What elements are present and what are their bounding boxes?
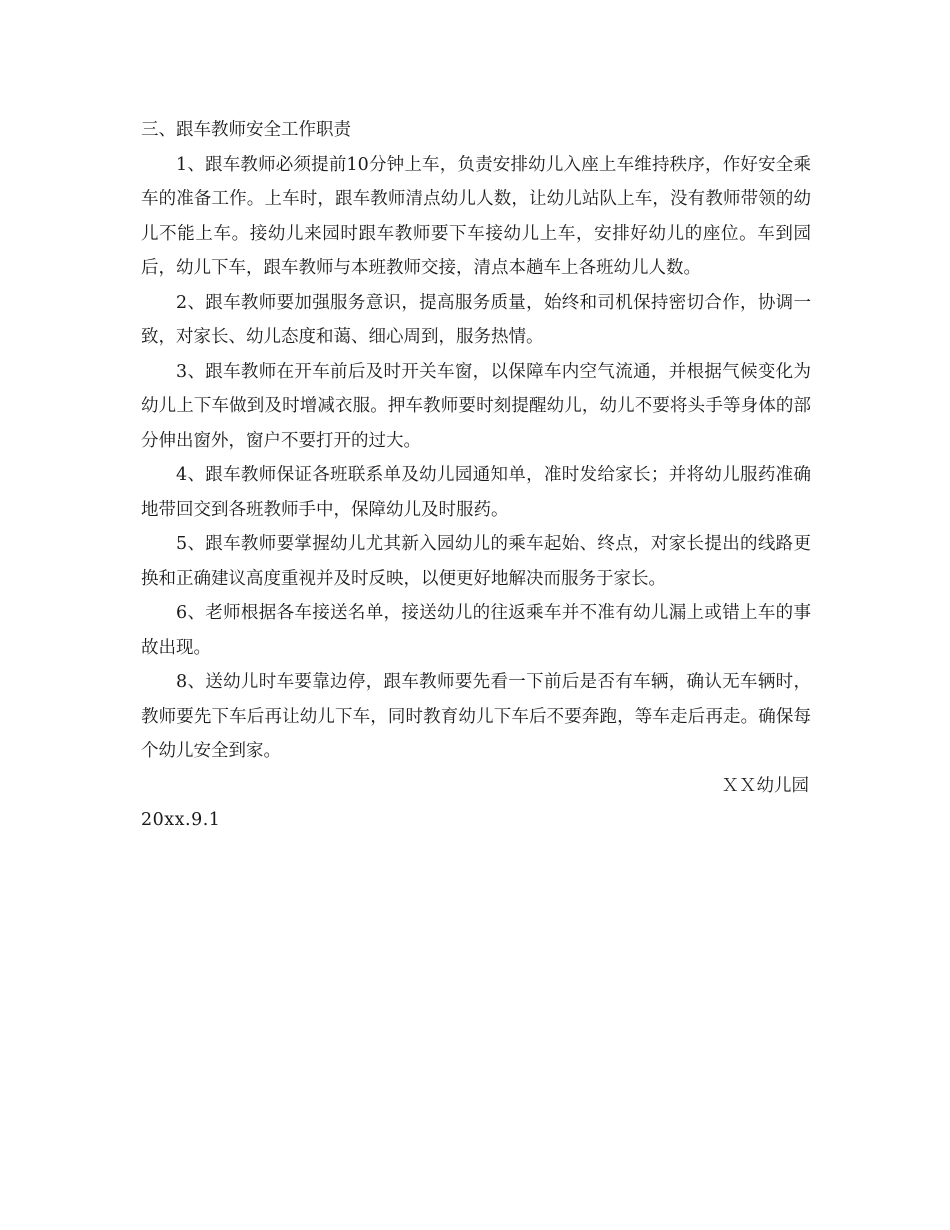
paragraph-1: 1、跟车教师必须提前10分钟上车，负责安排幼儿入座上车维持秩序，作好安全乘车的准备工作。上车时，跟车教师清点幼儿人数，让幼儿站队上车，没有教师带领的幼儿不能上车。接幼儿来园时跟车教师要下车接幼儿上车，安排好幼儿的座位。车到园后，幼儿下车，跟车教师与本班教师交接，清点本趟车上各班幼儿人数。: [141, 154, 811, 278]
document-date: 20xx.9.1: [141, 810, 221, 830]
paragraph-4: 4、跟车教师保证各班联系单及幼儿园通知单，准时发给家长；并将幼儿服药准确地带回交到各班教师手中，保障幼儿及时服药。: [141, 465, 811, 520]
paragraph-3: 3、跟车教师在开车前后及时开关车窗，以保障车内空气流通，并根据气候变化为幼儿上下车做到及时增减衣服。押车教师要时刻提醒幼儿，幼儿不要将头手等身体的部分伸出窗外，窗户不要打开的过大。: [141, 361, 811, 451]
paragraph-2: 2、跟车教师要加强服务意识，提高服务质量，始终和司机保持密切合作，协调一致，对家长、幼儿态度和蔼、细心周到，服务热情。: [141, 292, 811, 347]
paragraph-6: 6、老师根据各车接送名单，接送幼儿的往返乘车并不准有幼儿漏上或错上车的事故出现。: [141, 603, 811, 658]
paragraph-8: 8、送幼儿时车要靠边停，跟车教师要先看一下前后是否有车辆，确认无车辆时，教师要先下车后再让幼儿下车，同时教育幼儿下车后不要奔跑，等车走后再走。确保每个幼儿安全到家。: [141, 672, 811, 761]
section-heading: 三、跟车教师安全工作职责: [141, 120, 351, 140]
paragraph-5: 5、跟车教师要掌握幼儿尤其新入园幼儿的乘车起始、终点，对家长提出的线路更换和正确建议高度重视并及时反映，以便更好地解决而服务于家长。: [141, 534, 811, 589]
document-body: [141, 113, 811, 838]
signature-organization: ＸＸ幼儿园: [721, 775, 809, 796]
